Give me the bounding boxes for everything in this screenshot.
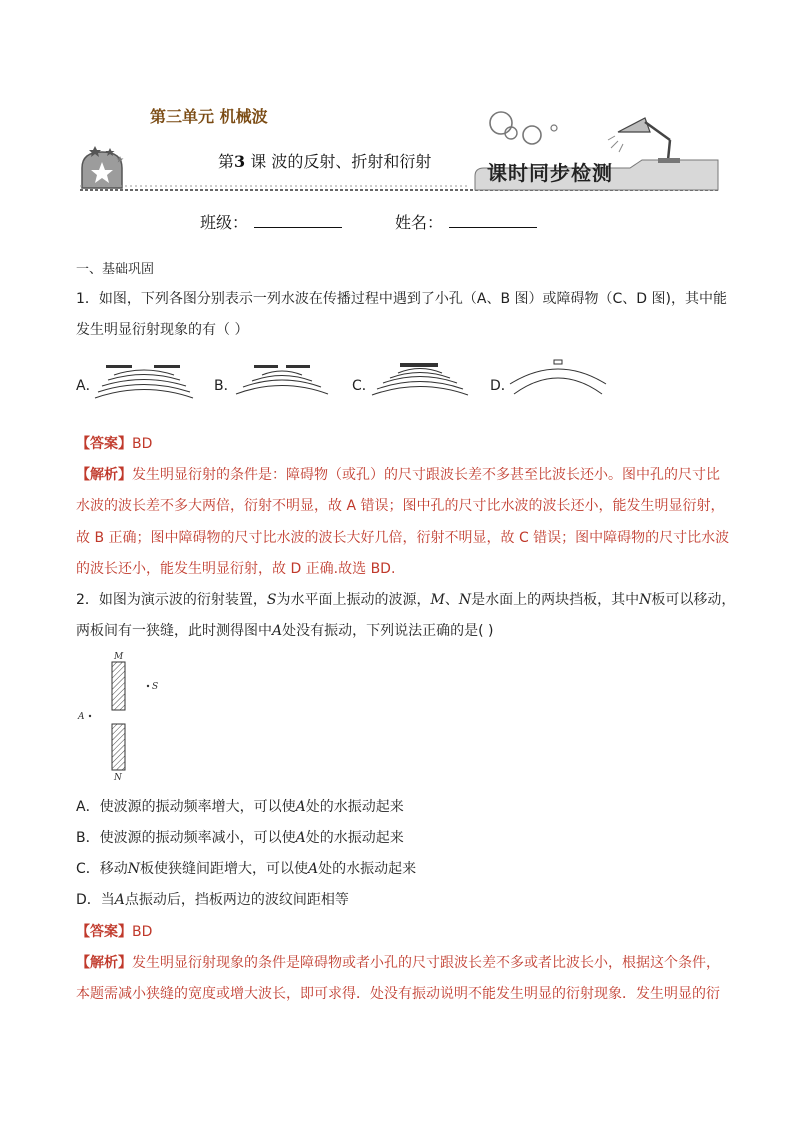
unit-title: 第三单元 机械波 bbox=[150, 107, 268, 126]
q2-analysis-tag: 【解析】 bbox=[76, 955, 132, 971]
class-input-line[interactable] bbox=[254, 213, 342, 228]
q2-stem-line1 bbox=[76, 592, 735, 608]
class-label: 班级： bbox=[200, 213, 249, 232]
lesson-title bbox=[218, 149, 431, 172]
banner-label: 课时同步检测 bbox=[487, 161, 613, 185]
q2-opt-b-var: A bbox=[295, 830, 306, 846]
q1-option-b-label: B． bbox=[214, 378, 238, 394]
name-field bbox=[395, 210, 537, 233]
class-field bbox=[200, 210, 342, 233]
q2-stem-1a: 2．如图为演示波的衍射装置， bbox=[76, 592, 267, 608]
q1-analysis-tag: 【解析】 bbox=[76, 467, 132, 483]
q2-opt-c-suffix: 处的水振动起来 bbox=[318, 861, 417, 877]
bubbles-icon bbox=[490, 112, 557, 144]
q2-opt-d-suffix: 点振动后，挡板两边的波纹间距相等 bbox=[124, 892, 349, 908]
q2-var-a: A bbox=[272, 623, 283, 639]
q2-figure bbox=[74, 648, 174, 784]
q1-answer bbox=[76, 436, 152, 452]
lesson-name: 波的反射、折射和衍射 bbox=[271, 152, 432, 171]
q2-analysis-text1: 发生明显衍射现象的条件是障碍物或者小孔的尺寸跟波长差不多或者比波长小，根据这个条件， bbox=[132, 955, 720, 971]
q2-stem-1b: 为水平面上振动的波源， bbox=[276, 592, 431, 608]
q2-opt-c-prefix: C．移动 bbox=[76, 861, 128, 877]
fig-label-m: M bbox=[114, 652, 124, 662]
q2-analysis-line2: 本题需减小狭缝的宽度或增大波长，即可求得．处没有振动说明不能发生明显的衍射现象．发生明显的衍 bbox=[76, 986, 720, 1002]
q2-stem-1d: 板可以移动， bbox=[651, 592, 736, 608]
q2-option-b bbox=[76, 830, 404, 846]
q1-analysis-line2: 水波的波长差不多大两倍，衍射不明显，故 A 错误；图中孔的尺寸比水波的波长还小，能发生明显衍射， bbox=[76, 498, 725, 514]
q2-stem-2a: 两板间有一狭缝，此时测得图中 bbox=[76, 623, 272, 639]
q2-var-m: M bbox=[430, 592, 445, 608]
q2-var-n: N bbox=[458, 592, 472, 608]
q1-option-c-label: C． bbox=[352, 378, 376, 394]
q2-var-s: S bbox=[266, 592, 277, 608]
q1-answer-value: BD bbox=[132, 436, 153, 452]
q2-stem-line2 bbox=[76, 623, 494, 639]
plate-n bbox=[112, 724, 125, 770]
q2-opt-d-prefix: D．当 bbox=[76, 892, 115, 908]
section-title: 一、基础巩固 bbox=[76, 262, 155, 277]
q1-analysis-line1 bbox=[76, 467, 720, 483]
q2-answer-tag: 【答案】 bbox=[76, 924, 132, 940]
name-label: 姓名： bbox=[395, 213, 444, 232]
q2-opt-c-var: N bbox=[127, 861, 141, 877]
fig-label-s: S bbox=[152, 682, 159, 692]
q2-opt-a-suffix: 处的水振动起来 bbox=[305, 799, 404, 815]
desk-lamp-icon bbox=[608, 118, 680, 163]
q2-opt-d-var: A bbox=[114, 892, 125, 908]
q2-opt-b-prefix: B．使波源的振动频率减小，可以使 bbox=[76, 830, 296, 846]
star-badge-icon bbox=[82, 146, 124, 188]
q1-stem-line1: 1．如图，下列各图分别表示一列水波在传播过程中遇到了小孔（A、B 图）或障碍物（C、D 图)，其中能 bbox=[76, 291, 728, 307]
q1-stem-line2: 发生明显衍射现象的有（ ） bbox=[76, 322, 249, 338]
q1-figure-c bbox=[370, 361, 470, 401]
q2-option-d bbox=[76, 892, 349, 908]
q1-analysis-line4: 的波长还小，能发生明显衍射，故 D 正确.故选 BD. bbox=[76, 561, 396, 577]
q1-option-a-label: A． bbox=[76, 378, 100, 394]
q1-figure-a bbox=[94, 361, 194, 401]
q2-opt-b-suffix: 处的水振动起来 bbox=[305, 830, 404, 846]
q2-answer bbox=[76, 924, 152, 940]
q2-analysis-line1 bbox=[76, 955, 720, 971]
q2-var-n2: N bbox=[639, 592, 652, 608]
plate-m bbox=[112, 662, 125, 710]
q2-stem-1c: 是水面上的两块挡板，其中 bbox=[471, 592, 640, 608]
fig-label-a: A bbox=[78, 712, 85, 722]
q1-figure-d bbox=[508, 356, 608, 400]
q2-opt-c-var2: A bbox=[308, 861, 319, 877]
q2-comma: 、 bbox=[444, 592, 459, 608]
q2-option-c bbox=[76, 861, 416, 877]
q1-analysis-line3: 故 B 正确；图中障碍物的尺寸比水波的波长大好几倍，衍射不明显，故 C 错误；图中障碍物的尺寸比水波 bbox=[76, 530, 730, 546]
name-input-line[interactable] bbox=[449, 213, 537, 228]
lesson-number: 3 bbox=[234, 152, 246, 171]
q2-opt-c-mid: 板使狭缝间距增大，可以使 bbox=[140, 861, 309, 877]
source-point bbox=[147, 685, 149, 687]
q2-stem-2b: 处没有振动，下列说法正确的是( ) bbox=[282, 623, 494, 639]
lesson-suffix: 课 bbox=[250, 152, 267, 171]
q2-opt-a-var: A bbox=[295, 799, 306, 815]
q2-answer-value: BD bbox=[132, 924, 153, 940]
q1-option-d-label: D． bbox=[490, 378, 515, 394]
q1-answer-tag: 【答案】 bbox=[76, 436, 132, 452]
fig-label-n: N bbox=[114, 773, 122, 783]
lesson-prefix: 第 bbox=[218, 152, 235, 171]
point-a bbox=[89, 715, 91, 717]
q2-opt-a-prefix: A．使波源的振动频率增大，可以使 bbox=[76, 799, 296, 815]
q1-figure-b bbox=[232, 361, 332, 401]
q1-analysis-text1: 发生明显衍射的条件是：障碍物（或孔）的尺寸跟波长差不多甚至比波长还小。图中孔的尺寸比 bbox=[132, 467, 720, 483]
q2-option-a bbox=[76, 799, 404, 815]
